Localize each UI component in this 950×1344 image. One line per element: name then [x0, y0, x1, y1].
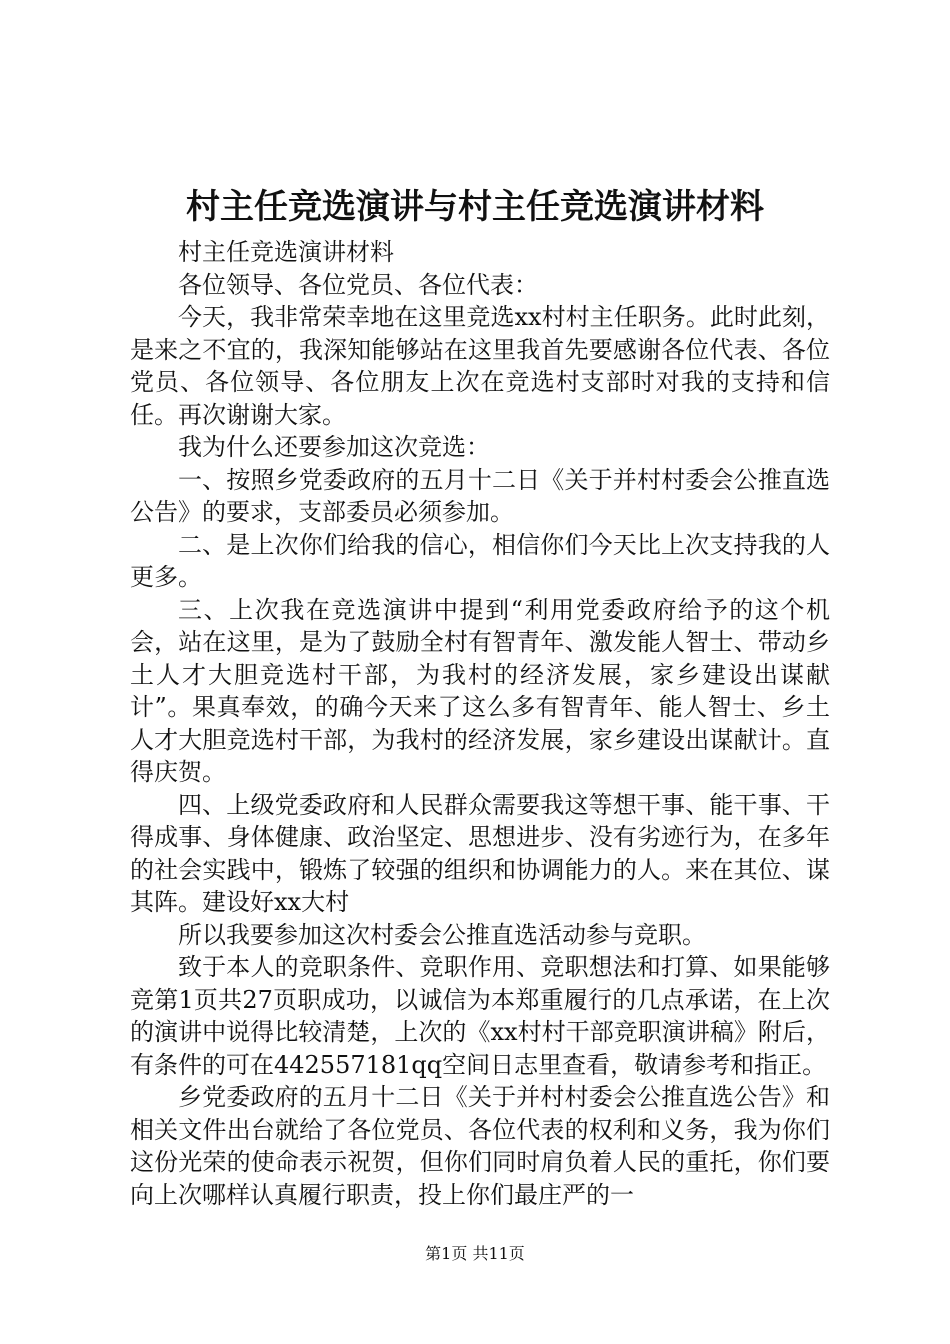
paragraph-point-1: 一、按照乡党委政府的五月十二日《关于并村村委会公推直选公告》的要求，支部委员必须参加。	[130, 465, 830, 526]
paragraph-point-4: 四、上级党委政府和人民群众需要我这等想干事、能干事、干得成事、身体健康、政治坚定、思想进步、没有劣迹行为，在多年的社会实践中，锻炼了较强的组织和协调能力的人。来在其位、谋其阵。建设好xx大村	[130, 790, 830, 916]
document-body	[130, 236, 830, 1211]
paragraph-point-3: 三、上次我在竞选演讲中提到“利用党委政府给予的这个机会，站在这里，是为了鼓励全村有智青年、激发能人智士、带动乡土人才大胆竞选村干部，为我村的经济发展，家乡建设出谋献计”。果真奉效，的确今天来了这么多有智青年、能人智士、乡土人才大胆竞选村干部，为我村的经济发展，家乡建设出谋献计。直得庆贺。	[130, 595, 830, 786]
paragraph-salutation: 各位领导、各位党员、各位代表：	[178, 270, 538, 299]
document-title: 村主任竞选演讲与村主任竞选演讲材料	[186, 187, 764, 227]
paragraph-conclusion: 所以我要参加这次村委会公推直选活动参与竞职。	[178, 920, 706, 949]
paragraph-duty: 乡党委政府的五月十二日《关于并村村委会公推直选公告》和相关文件出台就给了各位党员、各位代表的权利和义务，我为你们这份光荣的使命表示祝贺，但你们同时肩负着人民的重托，你们要向上次哪样认真履行职责，投上你们最庄严的一	[130, 1083, 830, 1209]
page-footer: 第1页 共11页	[425, 1244, 525, 1263]
paragraph-point-2: 二、是上次你们给我的信心，相信你们今天比上次支持我的人更多。	[130, 530, 830, 591]
paragraph-subtitle: 村主任竞选演讲材料	[178, 238, 394, 266]
paragraph-question: 我为什么还要参加这次竞选：	[178, 433, 490, 461]
paragraph-opening: 今天，我非常荣幸地在这里竞选xx村村主任职务。此时此刻，是来之不宜的，我深知能够站在这里我首先要感谢各位代表、各位党员、各位领导、各位朋友上次在竞选村支部时对我的支持和信任。再次谢谢大家。	[130, 303, 830, 429]
paragraph-commitment: 致于本人的竞职条件、竞职作用、竞职想法和打算、如果能够竞第1页共27页职成功，以诚信为本郑重履行的几点承诺，在上次的演讲中说得比较清楚，上次的《xx村村干部竞职演讲稿》附后，有条件的可在442557181qq空间日志里查看，敬请参考和指正。	[130, 953, 830, 1079]
